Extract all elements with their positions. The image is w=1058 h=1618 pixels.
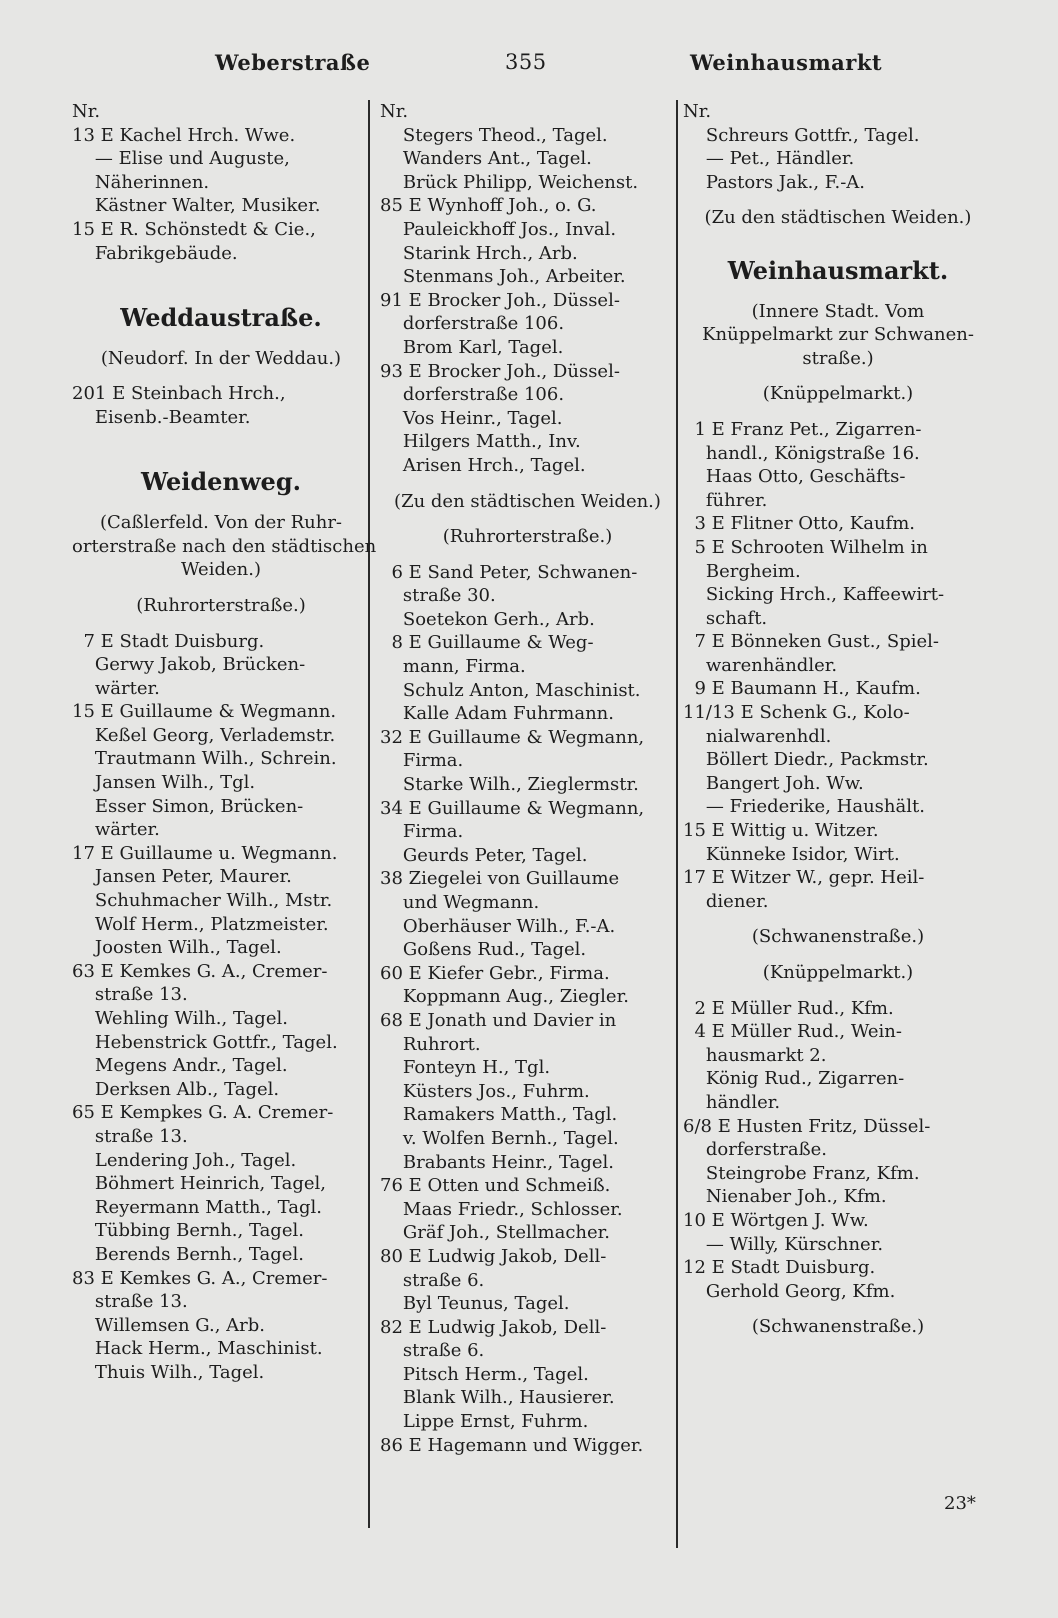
directory-entry-line: Tübbing Bernh., Tagel.	[72, 1220, 304, 1242]
directory-entry-line: 6/8 E Husten Fritz, Düssel-	[683, 1115, 931, 1137]
column-3-entries-c	[683, 997, 993, 1304]
directory-entry-line: straße 6.	[380, 1269, 485, 1291]
section-note: (Schwanenstraße.)	[751, 1316, 925, 1338]
column-2-entries-b	[380, 561, 675, 1458]
section-note: straße.)	[802, 347, 874, 369]
column-1-entries-a	[72, 124, 370, 266]
directory-entry-line: 76 E Otten und Schmeiß.	[380, 1175, 611, 1197]
section-note: (Knüppelmarkt.)	[762, 383, 914, 405]
directory-entry-line: 15 E R. Schönstedt & Cie.,	[72, 218, 316, 240]
directory-entry-line: 85 E Wynhoff Joh., o. G.	[380, 195, 597, 217]
directory-entry-line: Willemsen G., Arb.	[72, 1314, 266, 1336]
directory-entry-line: wärter.	[72, 677, 160, 699]
running-header-left: Weberstraße	[215, 50, 371, 75]
running-header-right: Weinhausmarkt	[690, 50, 883, 75]
directory-entry-line: Keßel Georg, Verlademstr.	[72, 724, 336, 746]
directory-entry-line: Ramakers Matth., Tagl.	[380, 1104, 618, 1126]
section-note: Knüppelmarkt zur Schwanen-	[702, 324, 974, 346]
directory-entry-line: Böhmert Heinrich, Tagel,	[72, 1173, 326, 1195]
directory-entry-line: 7 E Stadt Duisburg.	[72, 630, 265, 652]
directory-entry-line: Pauleickhoff Jos., Inval.	[380, 218, 617, 240]
directory-entry-line: 15 E Guillaume & Wegmann.	[72, 701, 337, 723]
directory-entry-line: Goßens Rud., Tagel.	[380, 939, 587, 961]
directory-entry-line: Maas Friedr., Schlosser.	[380, 1198, 623, 1220]
directory-entry-line: Firma.	[380, 750, 464, 772]
directory-entry-line: 91 E Brocker Joh., Düssel-	[380, 289, 620, 311]
directory-entry-line: straße 13.	[72, 1291, 188, 1313]
column-1-entries-c	[72, 630, 370, 1385]
directory-entry-line: 7 E Bönneken Gust., Spiel-	[683, 631, 939, 653]
section-note: (Zu den städtischen Weiden.)	[704, 207, 972, 229]
directory-entry-line: Gräf Joh., Stellmacher.	[380, 1222, 611, 1244]
directory-entry-line: straße 13.	[72, 984, 188, 1006]
column-1-entries-b	[72, 382, 370, 429]
directory-entry-line: Berends Bernh., Tagel.	[72, 1243, 304, 1265]
section-note: (Knüppelmarkt.)	[762, 962, 914, 983]
directory-entry-line: Hack Herm., Maschinist.	[72, 1338, 323, 1360]
directory-entry-line: Koppmann Aug., Ziegler.	[380, 986, 629, 1008]
directory-entry-line: Küsters Jos., Fuhrm.	[380, 1080, 590, 1102]
directory-entry-line: 68 E Jonath und Davier in	[380, 1009, 617, 1031]
directory-entry-line: Schreurs Gottfr., Tagel.	[683, 124, 920, 146]
directory-entry-line: Eisenb.-Beamter.	[72, 406, 251, 428]
directory-entry-line: Lendering Joh., Tagel.	[72, 1149, 297, 1171]
directory-entry-line: 12 E Stadt Duisburg.	[683, 1257, 876, 1279]
directory-entry-line: Soetekon Gerh., Arb.	[380, 608, 595, 630]
directory-entry-line: 13 E Kachel Hrch. Wwe.	[72, 124, 296, 146]
directory-entry-line: händler.	[683, 1091, 781, 1113]
directory-entry-line: — Pet., Händler.	[683, 148, 855, 170]
section-note: (Ruhrorterstraße.)	[442, 526, 613, 548]
directory-entry-line: 9 E Baumann H., Kaufm.	[683, 678, 921, 700]
section-note: (Caßlerfeld. Von der Ruhr-	[99, 512, 343, 534]
directory-entry-line: Pastors Jak., F.-A.	[683, 171, 866, 193]
directory-entry-line: führer.	[683, 489, 768, 511]
directory-entry-line: 1 E Franz Pet., Zigarren-	[683, 418, 922, 440]
section-note: orterstraße nach den städtischen	[72, 535, 377, 557]
directory-entry-line: dorferstraße 106.	[380, 384, 565, 406]
directory-entry-line: Fonteyn H., Tgl.	[380, 1057, 551, 1079]
directory-entry-line: Hebenstrick Gottfr., Tagel.	[72, 1031, 338, 1053]
directory-entry-line: Starink Hrch., Arb.	[380, 242, 578, 264]
section-note: (Schwanenstraße.)	[751, 926, 925, 948]
column-3-entries-b	[683, 418, 993, 913]
directory-entry-line: straße 13.	[72, 1125, 188, 1147]
directory-entry-line: nialwarenhdl.	[683, 725, 832, 747]
directory-entry-line: 60 E Kiefer Gebr., Firma.	[380, 962, 610, 984]
directory-entry-line: Böllert Diedr., Packmstr.	[683, 749, 929, 771]
directory-entry-line: schaft.	[683, 607, 768, 629]
directory-entry-line: Megens Andr., Tagel.	[72, 1055, 288, 1077]
directory-entry-line: 65 E Kempkes G. A. Cremer-	[72, 1102, 334, 1124]
directory-entry-line: 38 Ziegelei von Guillaume	[380, 868, 620, 890]
directory-entry-line: Ruhrort.	[380, 1033, 481, 1055]
directory-entry-line: Vos Heinr., Tagel.	[380, 407, 563, 429]
section-note: (Zu den städtischen Weiden.)	[394, 490, 661, 512]
directory-entry-line: — Friederike, Haushält.	[683, 796, 925, 818]
directory-entry-line: Stegers Theod., Tagel.	[380, 124, 608, 146]
directory-entry-line: Wolf Herm., Platzmeister.	[72, 913, 329, 935]
directory-entry-line: und Wegmann.	[380, 892, 540, 913]
column-2	[380, 100, 675, 1457]
directory-entry-line: Steingrobe Franz, Kfm.	[683, 1162, 920, 1184]
directory-entry-line: 6 E Sand Peter, Schwanen-	[380, 561, 638, 583]
directory-entry-line: Pitsch Herm., Tagel.	[380, 1363, 589, 1385]
directory-entry-line: Gerwy Jakob, Brücken-	[72, 654, 306, 676]
directory-entry-line: straße 30.	[380, 585, 496, 607]
directory-entry-line: 80 E Ludwig Jakob, Dell-	[380, 1245, 607, 1267]
directory-entry-line: — Elise und Auguste,	[72, 148, 290, 170]
directory-entry-line: Arisen Hrch., Tagel.	[380, 454, 586, 476]
directory-entry-line: Schulz Anton, Maschinist.	[380, 679, 641, 701]
section-note: (Neudorf. In der Weddau.)	[100, 347, 342, 369]
directory-entry-line: Geurds Peter, Tagel.	[380, 844, 588, 866]
directory-entry-line: 17 E Witzer W., gepr. Heil-	[683, 867, 925, 889]
directory-entry-line: Blank Wilh., Hausierer.	[380, 1387, 615, 1409]
directory-entry-line: 86 E Hagemann und Wigger.	[380, 1434, 644, 1456]
directory-entry-line: Trautmann Wilh., Schrein.	[72, 748, 337, 770]
column-2-entries-a	[380, 124, 675, 478]
column-rule-2	[676, 100, 678, 1548]
directory-entry-line: Brabants Heinr., Tagel.	[380, 1151, 614, 1173]
directory-entry-line: Byl Teunus, Tagel.	[380, 1293, 570, 1315]
directory-entry-line: 17 E Guillaume u. Wegmann.	[72, 842, 338, 864]
street-heading-weinhausmarkt: Weinhausmarkt.	[727, 255, 949, 285]
directory-entry-line: hausmarkt 2.	[683, 1044, 827, 1066]
directory-entry-line: Derksen Alb., Tagel.	[72, 1078, 280, 1100]
directory-entry-line: warenhändler.	[683, 654, 838, 676]
directory-entry-line: 82 E Ludwig Jakob, Dell-	[380, 1316, 607, 1338]
column-3-entries-a	[683, 124, 993, 195]
directory-entry-line: Firma.	[380, 821, 464, 843]
column-2-nr: Nr.	[380, 101, 409, 122]
section-note: (Ruhrorterstraße.)	[136, 594, 306, 616]
directory-entry-line: dorferstraße.	[683, 1139, 827, 1161]
column-3-nr: Nr.	[683, 101, 712, 122]
directory-entry-line: Bergheim.	[683, 560, 801, 582]
directory-entry-line: Brom Karl, Tagel.	[380, 336, 564, 358]
directory-entry-line: 32 E Guillaume & Wegmann,	[380, 726, 645, 748]
directory-entry-line: 10 E Wörtgen J. Ww.	[683, 1209, 869, 1231]
section-note: (Innere Stadt. Vom	[751, 300, 925, 322]
directory-entry-line: Joosten Wilh., Tagel.	[72, 937, 282, 959]
directory-entry-line: Wehling Wilh., Tagel.	[72, 1008, 288, 1029]
directory-entry-line: 3 E Flitner Otto, Kaufm.	[683, 513, 916, 535]
directory-entry-line: Thuis Wilh., Tagel.	[72, 1361, 265, 1383]
column-3	[683, 100, 993, 1339]
directory-entry-line: Jansen Wilh., Tgl.	[72, 772, 256, 794]
directory-entry-line: Nienaber Joh., Kfm.	[683, 1186, 887, 1208]
directory-entry-line: Reyermann Matth., Tagl.	[72, 1196, 322, 1218]
directory-entry-line: Näherinnen.	[72, 171, 210, 193]
directory-entry-line: 15 E Wittig u. Witzer.	[683, 820, 879, 842]
directory-entry-line: Schuhmacher Wilh., Mstr.	[72, 890, 333, 912]
column-1	[72, 100, 377, 1385]
directory-entry-line: König Rud., Zigarren-	[683, 1068, 905, 1090]
directory-entry-line: Haas Otto, Geschäfts-	[683, 466, 906, 488]
directory-entry-line: 93 E Brocker Joh., Düssel-	[380, 360, 620, 382]
directory-entry-line: Künneke Isidor, Wirt.	[683, 843, 900, 865]
directory-entry-line: 11/13 E Schenk G., Kolo-	[683, 702, 910, 724]
column-1-nr: Nr.	[72, 101, 101, 122]
directory-entry-line: Kalle Adam Fuhrmann.	[380, 703, 614, 725]
directory-entry-line: Bangert Joh. Ww.	[683, 772, 864, 794]
directory-entry-line: Jansen Peter, Maurer.	[72, 866, 292, 888]
directory-entry-line: 83 E Kemkes G. A., Cremer-	[72, 1267, 328, 1289]
street-heading-weddaustrasse: Weddaustraße.	[120, 302, 322, 332]
directory-entry-line: Sicking Hrch., Kaffeewirt-	[683, 584, 945, 606]
directory-entry-line: Hilgers Matth., Inv.	[380, 431, 581, 453]
directory-entry-line: 4 E Müller Rud., Wein-	[683, 1021, 902, 1043]
directory-entry-line: dorferstraße 106.	[380, 313, 565, 335]
section-note: Weiden.)	[181, 559, 261, 581]
street-heading-weidenweg: Weidenweg.	[141, 467, 301, 497]
directory-entry-line: diener.	[683, 890, 769, 912]
directory-entry-line: Wanders Ant., Tagel.	[380, 148, 592, 170]
directory-entry-line: Fabrikgebäude.	[72, 242, 238, 264]
directory-entry-line: wärter.	[72, 819, 160, 841]
directory-entry-line: Kästner Walter, Musiker.	[72, 195, 321, 217]
directory-entry-line: Starke Wilh., Zieglermstr.	[380, 774, 639, 796]
directory-entry-line: 201 E Steinbach Hrch.,	[72, 383, 286, 405]
directory-entry-line: Oberhäuser Wilh., F.-A.	[380, 915, 616, 937]
directory-entry-line: Esser Simon, Brücken-	[72, 795, 304, 817]
directory-entry-line: mann, Firma.	[380, 656, 526, 678]
directory-entry-line: Lippe Ernst, Fuhrm.	[380, 1411, 589, 1433]
directory-entry-line: — Willy, Kürschner.	[683, 1233, 884, 1255]
directory-entry-line: handl., Königstraße 16.	[683, 442, 920, 464]
directory-entry-line: Stenmans Joh., Arbeiter.	[380, 266, 626, 288]
directory-entry-line: 2 E Müller Rud., Kfm.	[683, 997, 894, 1019]
directory-entry-line: Gerhold Georg, Kfm.	[683, 1280, 896, 1302]
directory-entry-line: 5 E Schrooten Wilhelm in	[683, 536, 928, 558]
page-number: 355	[505, 50, 547, 74]
signature-mark: 23*	[944, 1493, 976, 1514]
directory-entry-line: straße 6.	[380, 1340, 485, 1362]
directory-entry-line: 34 E Guillaume & Wegmann,	[380, 797, 645, 819]
directory-entry-line: v. Wolfen Bernh., Tagel.	[380, 1127, 619, 1149]
directory-entry-line: Brück Philipp, Weichenst.	[380, 171, 639, 193]
directory-entry-line: 8 E Guillaume & Weg-	[380, 632, 594, 654]
directory-entry-line: 63 E Kemkes G. A., Cremer-	[72, 960, 328, 982]
